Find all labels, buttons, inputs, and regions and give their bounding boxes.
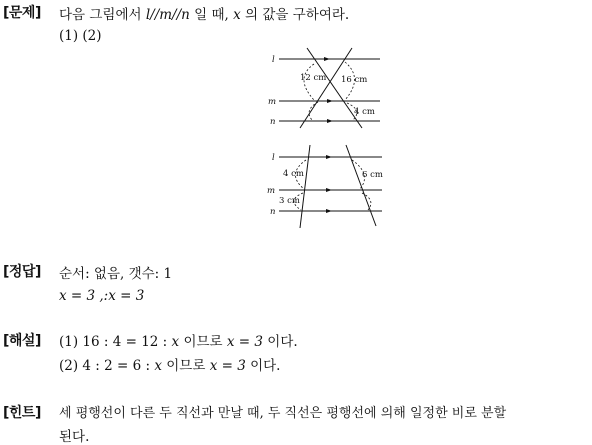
answer-tag: [정답] — [3, 264, 41, 280]
fig2-seg-6: 6 cm — [362, 170, 383, 180]
fig1-label-n: n — [270, 117, 276, 127]
fig1-seg-4: 4 cm — [354, 107, 375, 117]
problem-tag: [문제] — [3, 5, 41, 21]
fig1-label-l: l — [272, 55, 275, 65]
explanation-tag: [해설] — [3, 333, 41, 349]
problem-parts: (1) (2) — [59, 28, 102, 44]
explanation-1-ratio: (1) 16 : 4 = 12 : — [59, 334, 168, 350]
problem-text-a: 다음 그림에서 — [59, 7, 142, 23]
explanation-2-since: 이므로 — [166, 358, 206, 374]
figure-2 — [267, 145, 383, 228]
explanation-1-x: x — [171, 334, 180, 350]
explanation-2-x: x — [154, 358, 162, 374]
explanation-2-result: x = 3 — [209, 358, 246, 374]
explanation-1-end: 이다. — [267, 334, 298, 350]
fig2-label-m: m — [267, 186, 276, 196]
explanation-2-ratio: (2) 4 : 2 = 6 : — [59, 358, 151, 374]
variable-x: x — [233, 7, 241, 23]
problem-text-c: 의 값을 구하여라. — [245, 7, 350, 23]
hint-line-1: 세 평행선이 다른 두 직선과 만날 때, 두 직선은 평행선에 의해 일정한 비로 분할 — [59, 406, 507, 421]
explanation-line-1 — [59, 330, 298, 350]
fig2-label-n: n — [270, 207, 276, 217]
parallel-condition: l//m//n — [145, 7, 190, 23]
fig2-seg-4: 4 cm — [283, 169, 304, 179]
explanation-1-result: x = 3 — [226, 334, 263, 350]
hint-line-2: 된다. — [59, 429, 90, 445]
fig2-seg-3: 3 cm — [279, 196, 300, 206]
answer-meta: 순서: 없음, 갯수: 1 — [59, 266, 173, 282]
problem-text-b: 일 때, — [194, 7, 229, 23]
fig2-label-l: l — [272, 153, 275, 163]
fig1-seg-16: 16 cm — [341, 75, 368, 85]
explanation-2-end: 이다. — [250, 358, 281, 374]
figure-1 — [268, 48, 380, 128]
fig1-seg-12: 12 cm — [300, 73, 327, 83]
explanation-line-2 — [59, 354, 280, 374]
answer-values: x = 3 ,:x = 3 — [59, 288, 145, 304]
fig1-label-m: m — [268, 97, 277, 107]
hint-tag: [힌트] — [3, 405, 41, 421]
explanation-1-since: 이므로 — [183, 334, 223, 350]
